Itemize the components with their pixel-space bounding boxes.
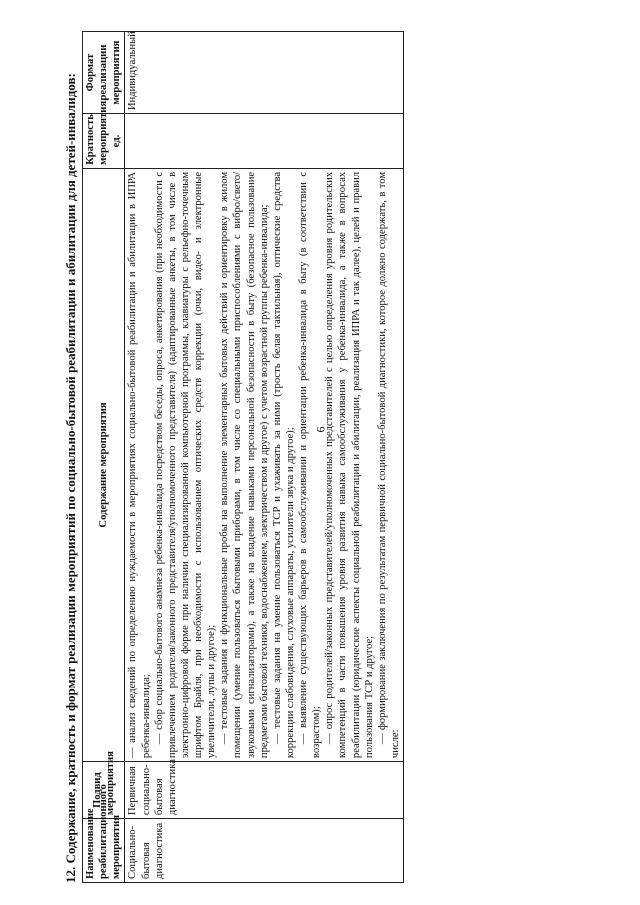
cell-format: Индивидуальный [125,32,404,114]
table-row [125,32,404,883]
section-heading: 12. Содержание, кратность и формат реализации мероприятий по социально-бытовой реабилитации и абилитации для детей-инвалидов: [63,73,78,883]
rehabilitation-table [82,31,404,883]
header-format: Формат реализации мероприятия [83,32,125,114]
content-paragraph: — тестовые задания и функциональные пробы на выполнение элементарных бытовых действий и ориентировку в жилом помещении (умение пользоваться бытовыми приборами, в том числе со специальными приспособлениями с вибро/свето/звуковыми сигнализаторами), а также на владение навыками персональной безопасности в быту (безопасное пользование предметами бытовой техники, водоснабжением, электричеством и другое) с учетом возрастной группы ребенка-инвалида; [219,171,270,759]
header-subtype: Подвид мероприятия [83,762,125,819]
content-paragraph: — сбор социально-бытового анамнеза ребенка-инвалида посредством беседы, опроса, анкетирования (при необходимости с привлечением родителя/законного представителя/уполномоченного представителя) (адаптированные анкеты, в том числе в электронно-цифровой форме при наличии специализированной компьютерной программы, клавиатуры с рельефно-точечным шрифтом Брайля, при необходимости с использованием оптических средств коррекции (очки, видео- и электронные увеличители, лупы и другое); [153,171,218,759]
content-paragraph: — выявление существующих барьеров в самообслуживании и ориентации ребенка-инвалида в быту (в соответствии с возрастом); [298,171,323,759]
table-header-row [83,32,125,883]
content-paragraph: — формирование заключения по результатам первичной социально-бытовой диагностики, которое должно содержать, в том числе: [376,171,401,759]
cell-multiplicity [125,114,404,169]
header-multiplicity: Кратность мероприятия, ед. [83,114,125,169]
content-paragraph: — анализ сведений по определению нуждаемости в мероприятиях социально-бытовой реабилитации и абилитации в ИПРА ребенка-инвалида; [127,171,152,759]
content-paragraph: — тестовые задания на умение пользоваться ТСР и ухаживать за ними (трость белая тактильная), оптические средства коррекции слабовидения, слуховые аппараты, усилители звука и другое); [271,171,296,759]
content-paragraph: — опрос родителей/законных представителей/уполномоченных представителей с целью определения уровня родительских компетенций в части повышения уровня развития навыка самообслуживания у ребенка-инвалида, а также в вопросах реабилитации (юридические аспекты социальной реабилитации и абилитации, реализация ИПРА и так далее), целей и правил пользования ТСР и другое; [324,171,375,759]
page-number: 6 [313,426,328,433]
header-name: Наименование реабилитационного мероприятия [83,819,125,883]
cell-subtype: Первичная социально-бытовая диагностика [125,762,404,819]
header-content: Содержание мероприятия [83,168,125,761]
cell-content [125,168,404,761]
cell-name: Социально-бытовая диагностика [125,819,404,883]
